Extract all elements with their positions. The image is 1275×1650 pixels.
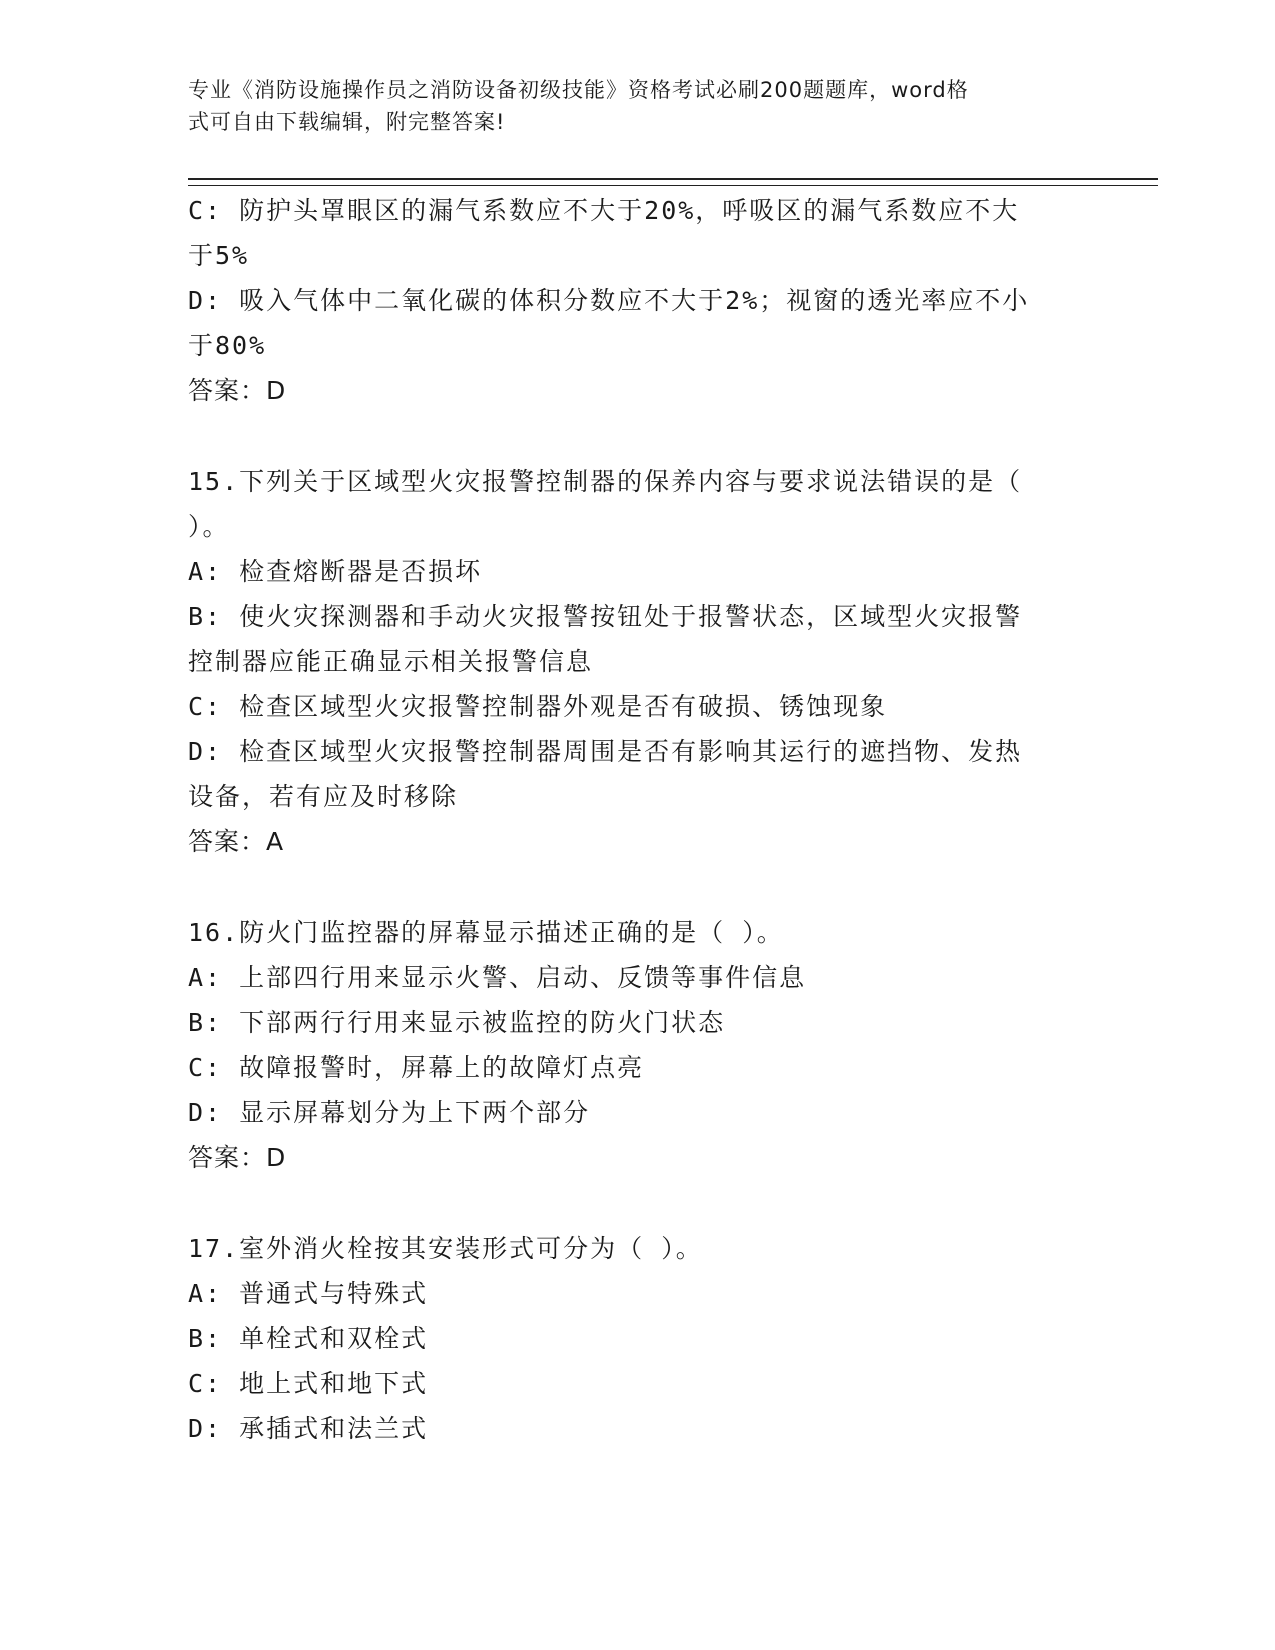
spacer — [188, 864, 1088, 910]
q17-option-d: D: 承插式和法兰式 — [188, 1414, 429, 1443]
q17-option-c: C: 地上式和地下式 — [188, 1369, 429, 1398]
q16-question: 16.防火门监控器的屏幕显示描述正确的是（ ）。 — [188, 918, 784, 947]
spacer — [188, 413, 1088, 459]
q15-question-line-2: ）。 — [188, 512, 230, 541]
q15-option-d-line-1: D: 检查区域型火灾报警控制器周围是否有影响其运行的遮挡物、发热 — [188, 737, 1023, 766]
q15-option-c: C: 检查区域型火灾报警控制器外观是否有破损、锈蚀现象 — [188, 692, 888, 721]
spacer — [188, 1180, 1088, 1226]
question-17 — [188, 1226, 1088, 1451]
page-header — [188, 74, 1068, 138]
question-list — [188, 188, 1088, 1451]
question-16 — [188, 910, 1088, 1180]
q15-option-a: A: 检查熔断器是否损坏 — [188, 557, 483, 586]
q15-option-b-line-1: B: 使火灾探测器和手动火灾报警按钮处于报警状态，区域型火灾报警 — [188, 602, 1023, 631]
q17-option-a: A: 普通式与特殊式 — [188, 1279, 429, 1308]
question-14 — [188, 188, 1088, 413]
q16-option-c: C: 故障报警时，屏幕上的故障灯点亮 — [188, 1053, 645, 1082]
q16-option-a: A: 上部四行用来显示火警、启动、反馈等事件信息 — [188, 963, 807, 992]
q15-option-d-line-2: 设备，若有应及时移除 — [188, 782, 459, 811]
q15-answer: 答案：A — [188, 827, 285, 856]
q15-option-b-line-2: 控制器应能正确显示相关报警信息 — [188, 647, 594, 676]
q16-option-b: B: 下部两行行用来显示被监控的防火门状态 — [188, 1008, 726, 1037]
q14-option-d-line-2: 于80% — [188, 331, 267, 360]
q16-option-d: D: 显示屏幕划分为上下两个部分 — [188, 1098, 591, 1127]
header-divider — [188, 178, 1158, 186]
header-line-1: 专业《消防设施操作员之消防设备初级技能》资格考试必刷200题题库，word格 — [188, 78, 969, 102]
q16-answer: 答案：D — [188, 1143, 287, 1172]
question-15 — [188, 459, 1088, 864]
q17-option-b: B: 单栓式和双栓式 — [188, 1324, 429, 1353]
q14-option-c-line-1: C: 防护头罩眼区的漏气系数应不大于20%，呼吸区的漏气系数应不大 — [188, 196, 1020, 225]
q17-question: 17.室外消火栓按其安装形式可分为（ ）。 — [188, 1234, 703, 1263]
header-line-2: 式可自由下载编辑，附完整答案! — [188, 110, 506, 134]
q14-option-d-line-1: D: 吸入气体中二氧化碳的体积分数应不大于2%；视窗的透光率应不小 — [188, 286, 1030, 315]
q14-answer: 答案：D — [188, 376, 287, 405]
q15-question-line-1: 15.下列关于区域型火灾报警控制器的保养内容与要求说法错误的是（ — [188, 467, 1023, 496]
q14-option-c-line-2: 于5% — [188, 241, 250, 270]
